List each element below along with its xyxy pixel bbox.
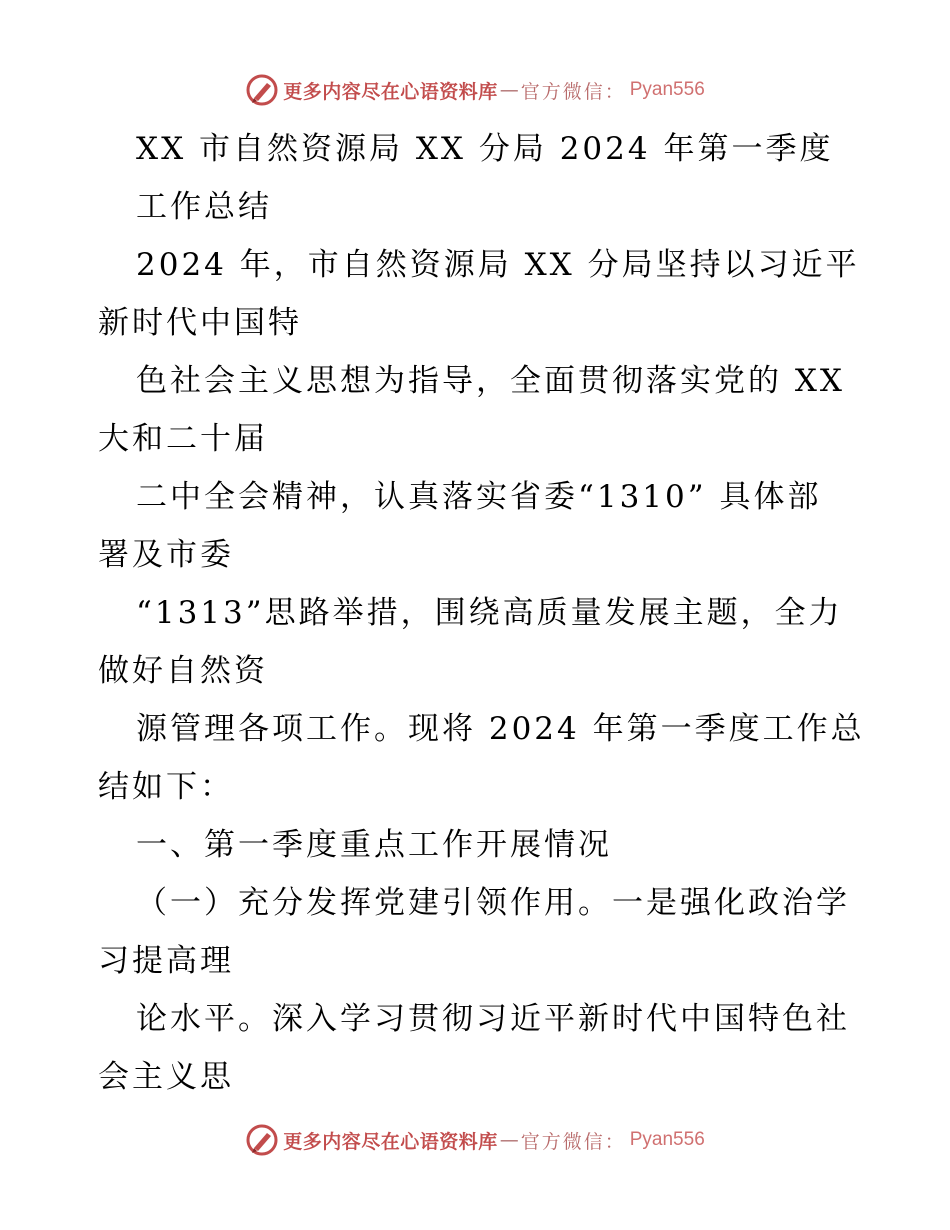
watermark-official-label: 官方微信： bbox=[520, 80, 626, 103]
doc-paragraph-line: 结如下： bbox=[98, 769, 234, 805]
watermark-brand: 更多内容尽在心语资料库 bbox=[283, 1130, 498, 1153]
watermark-separator: — bbox=[499, 1129, 519, 1151]
doc-paragraph-line: 署及市委 bbox=[98, 537, 234, 573]
doc-paragraph-line: 2024 年，市自然资源局 XX 分局坚持以习近平 bbox=[136, 247, 860, 283]
document-body bbox=[98, 120, 865, 1106]
doc-paragraph-line: 论水平。深入学习贯彻习近平新时代中国特色社 bbox=[136, 1001, 850, 1037]
doc-paragraph-line: 做好自然资 bbox=[98, 653, 268, 689]
doc-title-line-1: XX 市自然资源局 XX 分局 2024 年第一季度 bbox=[136, 131, 834, 167]
watermark-brand: 更多内容尽在心语资料库 bbox=[283, 80, 498, 103]
header-watermark bbox=[0, 70, 950, 110]
doc-section-heading: 一、第一季度重点工作开展情况 bbox=[136, 827, 612, 863]
watermark-wechat-handle: Pyan556 bbox=[629, 1129, 705, 1150]
doc-paragraph-line: 二中全会精神，认真落实省委“1310” 具体部 bbox=[136, 479, 822, 515]
doc-title-line-2: 工作总结 bbox=[136, 189, 272, 225]
doc-paragraph-line: （一）充分发挥党建引领作用。一是强化政治学 bbox=[136, 885, 850, 921]
doc-paragraph-line: 新时代中国特 bbox=[98, 305, 302, 341]
doc-paragraph-line: 会主义思 bbox=[98, 1059, 234, 1095]
doc-paragraph-line: 源管理各项工作。现将 2024 年第一季度工作总 bbox=[136, 711, 865, 747]
watermark-separator: — bbox=[499, 79, 519, 101]
pen-logo-icon bbox=[245, 1123, 279, 1157]
doc-paragraph-line: 习提高理 bbox=[98, 943, 234, 979]
footer-watermark bbox=[0, 1120, 950, 1160]
watermark-official-label: 官方微信： bbox=[520, 1130, 626, 1153]
doc-paragraph-line: 色社会主义思想为指导，全面贯彻落实党的 XX bbox=[136, 363, 845, 399]
doc-paragraph-line: “1313”思路举措，围绕高质量发展主题，全力 bbox=[136, 595, 843, 631]
doc-paragraph-line: 大和二十届 bbox=[98, 421, 268, 457]
watermark-wechat-handle: Pyan556 bbox=[629, 79, 705, 100]
pen-logo-icon bbox=[245, 73, 279, 107]
